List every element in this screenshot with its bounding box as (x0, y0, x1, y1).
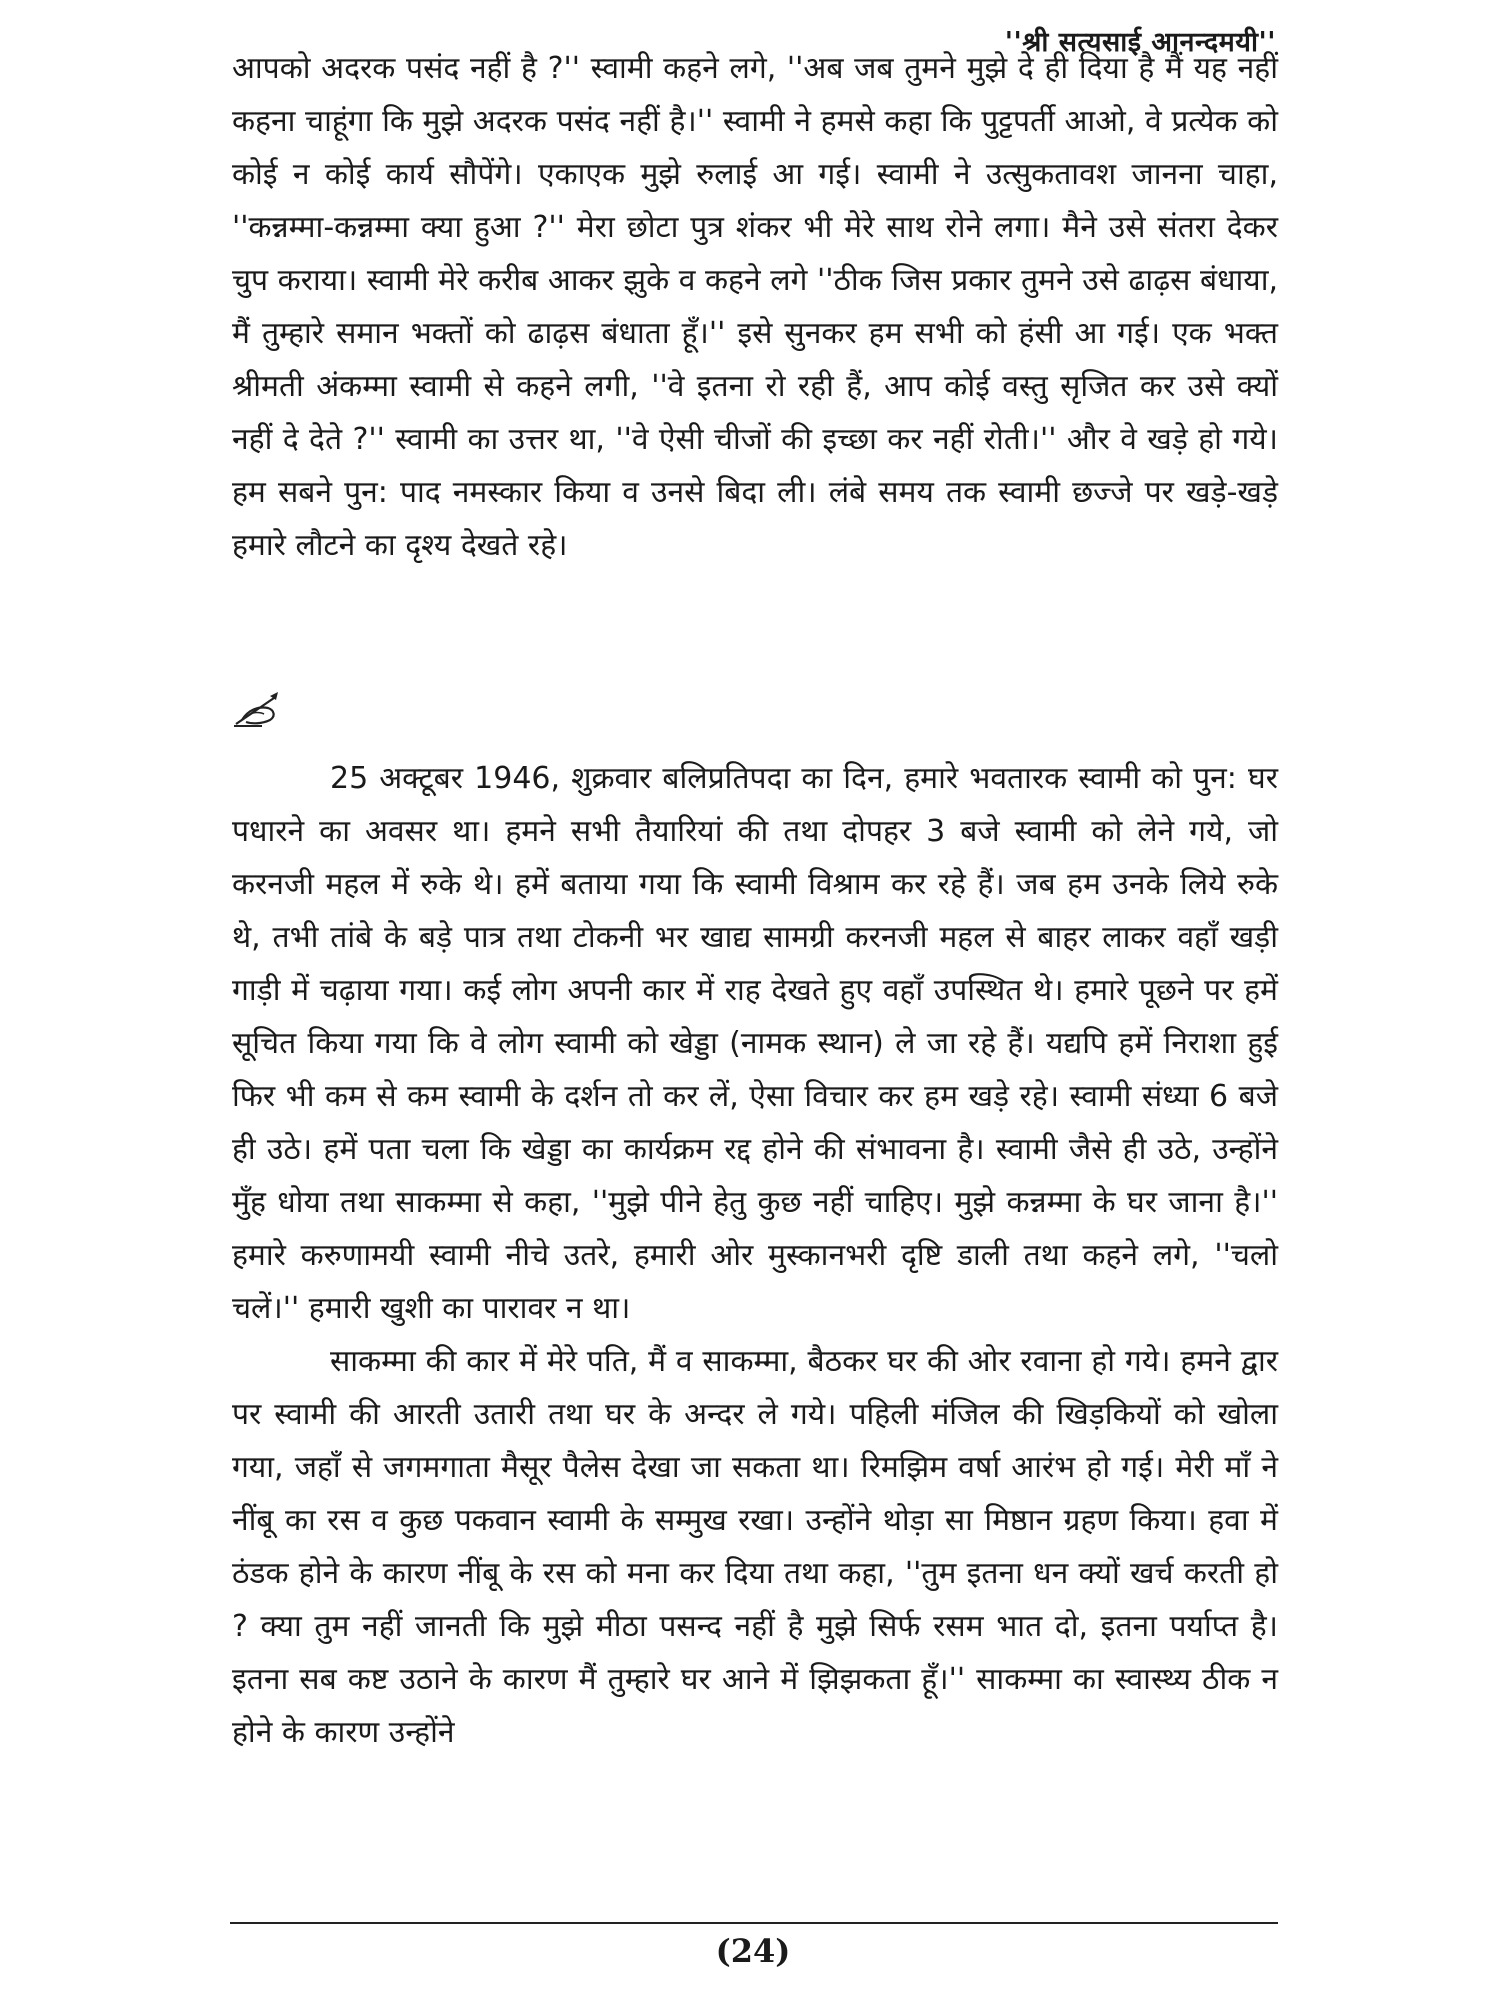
paragraph-october-1946: 25 अक्टूबर 1946, शुक्रवार बलिप्रतिपदा का दिन, हमारे भवतारक स्वामी को पुन: घर पधारने का अवसर था। हमने सभी तैयारियां की तथा दोपहर 3 बजे स्वामी को लेने गये, जो करनजी महल में रुके थे। हमें बताया गया कि स्वामी विश्राम कर रहे हैं। जब हम उनके लिये रुके थे, तभी तांबे के बड़े पात्र तथा टोकनी भर खाद्य सामग्री करनजी महल से बाहर लाकर वहाँ खड़ी गाड़ी में चढ़ाया गया। कई लोग अपनी कार में राह देखते हुए वहाँ उपस्थित थे। हमारे पूछने पर हमें सूचित किया गया कि वे लोग स्वामी को खेड्डा (नामक स्थान) ले जा रहे हैं। यद्यपि हमें निराशा हुई फिर भी कम से कम स्वामी के दर्शन तो कर लें, ऐसा विचार कर हम खड़े रहे। स्वामी संध्या 6 बजे ही उठे। हमें पता चला कि खेड्डा का कार्यक्रम रद्द होने की संभावना है। स्वामी जैसे ही उठे, उन्होंने मुँह धोया तथा साकम्मा से कहा, ''मुझे पीने हेतु कुछ नहीं चाहिए। मुझे कन्नम्मा के घर जाना है।'' हमारे करुणामयी स्वामी नीचे उतरे, हमारी ओर मुस्कानभरी दृष्टि डाली तथा कहने लगे, ''चलो चलें।'' हमारी खुशी का पारावर न था। (232, 761, 1278, 1326)
footer-rule (230, 1922, 1278, 1924)
running-header: ''श्री सत्यसाई आनन्दमयी'' (1004, 27, 1276, 58)
text-block-top (232, 42, 1278, 572)
page-number: (24) (715, 1932, 791, 1970)
writing-hand-icon (232, 690, 288, 730)
text-block-main (232, 752, 1278, 1759)
paragraph-continued: आपको अदरक पसंद नहीं है ?'' स्वामी कहने लगे, ''अब जब तुमने मुझे दे ही दिया है मैं यह नहीं कहना चाहूंगा कि मुझे अदरक पसंद नहीं है।'' स्वामी ने हमसे कहा कि पुट्टपर्ती आओ, वे प्रत्येक को कोई न कोई कार्य सौपेंगे। एकाएक मुझे रुलाई आ गई। स्वामी ने उत्सुकतावश जानना चाहा, ''कन्नम्मा-कन्नम्मा क्या हुआ ?'' मेरा छोटा पुत्र शंकर भी मेरे साथ रोने लगा। मैने उसे संतरा देकर चुप कराया। स्वामी मेरे करीब आकर झुके व कहने लगे ''ठीक जिस प्रकार तुमने उसे ढाढ़स बंधाया, मैं तुम्हारे समान भक्तों को ढाढ़स बंधाता हूँ।'' इसे सुनकर हम सभी को हंसी आ गई। एक भक्त श्रीमती अंकम्मा स्वामी से कहने लगी, ''वे इतना रो रही हैं, आप कोई वस्तु सृजित कर उसे क्यों नहीं दे देते ?'' स्वामी का उत्तर था, ''वे ऐसी चीजों की इच्छा कर नहीं रोती।'' और वे खड़े हो गये। हम सबने पुन: पाद नमस्कार किया व उनसे बिदा ली। लंबे समय तक स्वामी छज्जे पर खड़े-खड़े हमारे लौटने का दृश्य देखते रहे। (232, 51, 1278, 563)
paragraph-sakamma-car: साकम्मा की कार में मेरे पति, मैं व साकम्मा, बैठकर घर की ओर रवाना हो गये। हमने द्वार पर स्वामी की आरती उतारी तथा घर के अन्दर ले गये। पहिली मंजिल की खिड़कियों को खोला गया, जहाँ से जगमगाता मैसूर पैलेस देखा जा सकता था। रिमझिम वर्षा आरंभ हो गई। मेरी माँ ने नींबू का रस व कुछ पकवान स्वामी के सम्मुख रखा। उन्होंने थोड़ा सा मिष्ठान ग्रहण किया। हवा में ठंडक होने के कारण नींबू के रस को मना कर दिया तथा कहा, ''तुम इतना धन क्यों खर्च करती हो ? क्या तुम नहीं जानती कि मुझे मीठा पसन्द नहीं है मुझे सिर्फ रसम भात दो, इतना पर्याप्त है। इतना सब कष्ट उठाने के कारण मैं तुम्हारे घर आने में झिझकता हूँ।'' साकम्मा का स्वास्थ्य ठीक न होने के कारण उन्होंने (232, 1344, 1278, 1750)
